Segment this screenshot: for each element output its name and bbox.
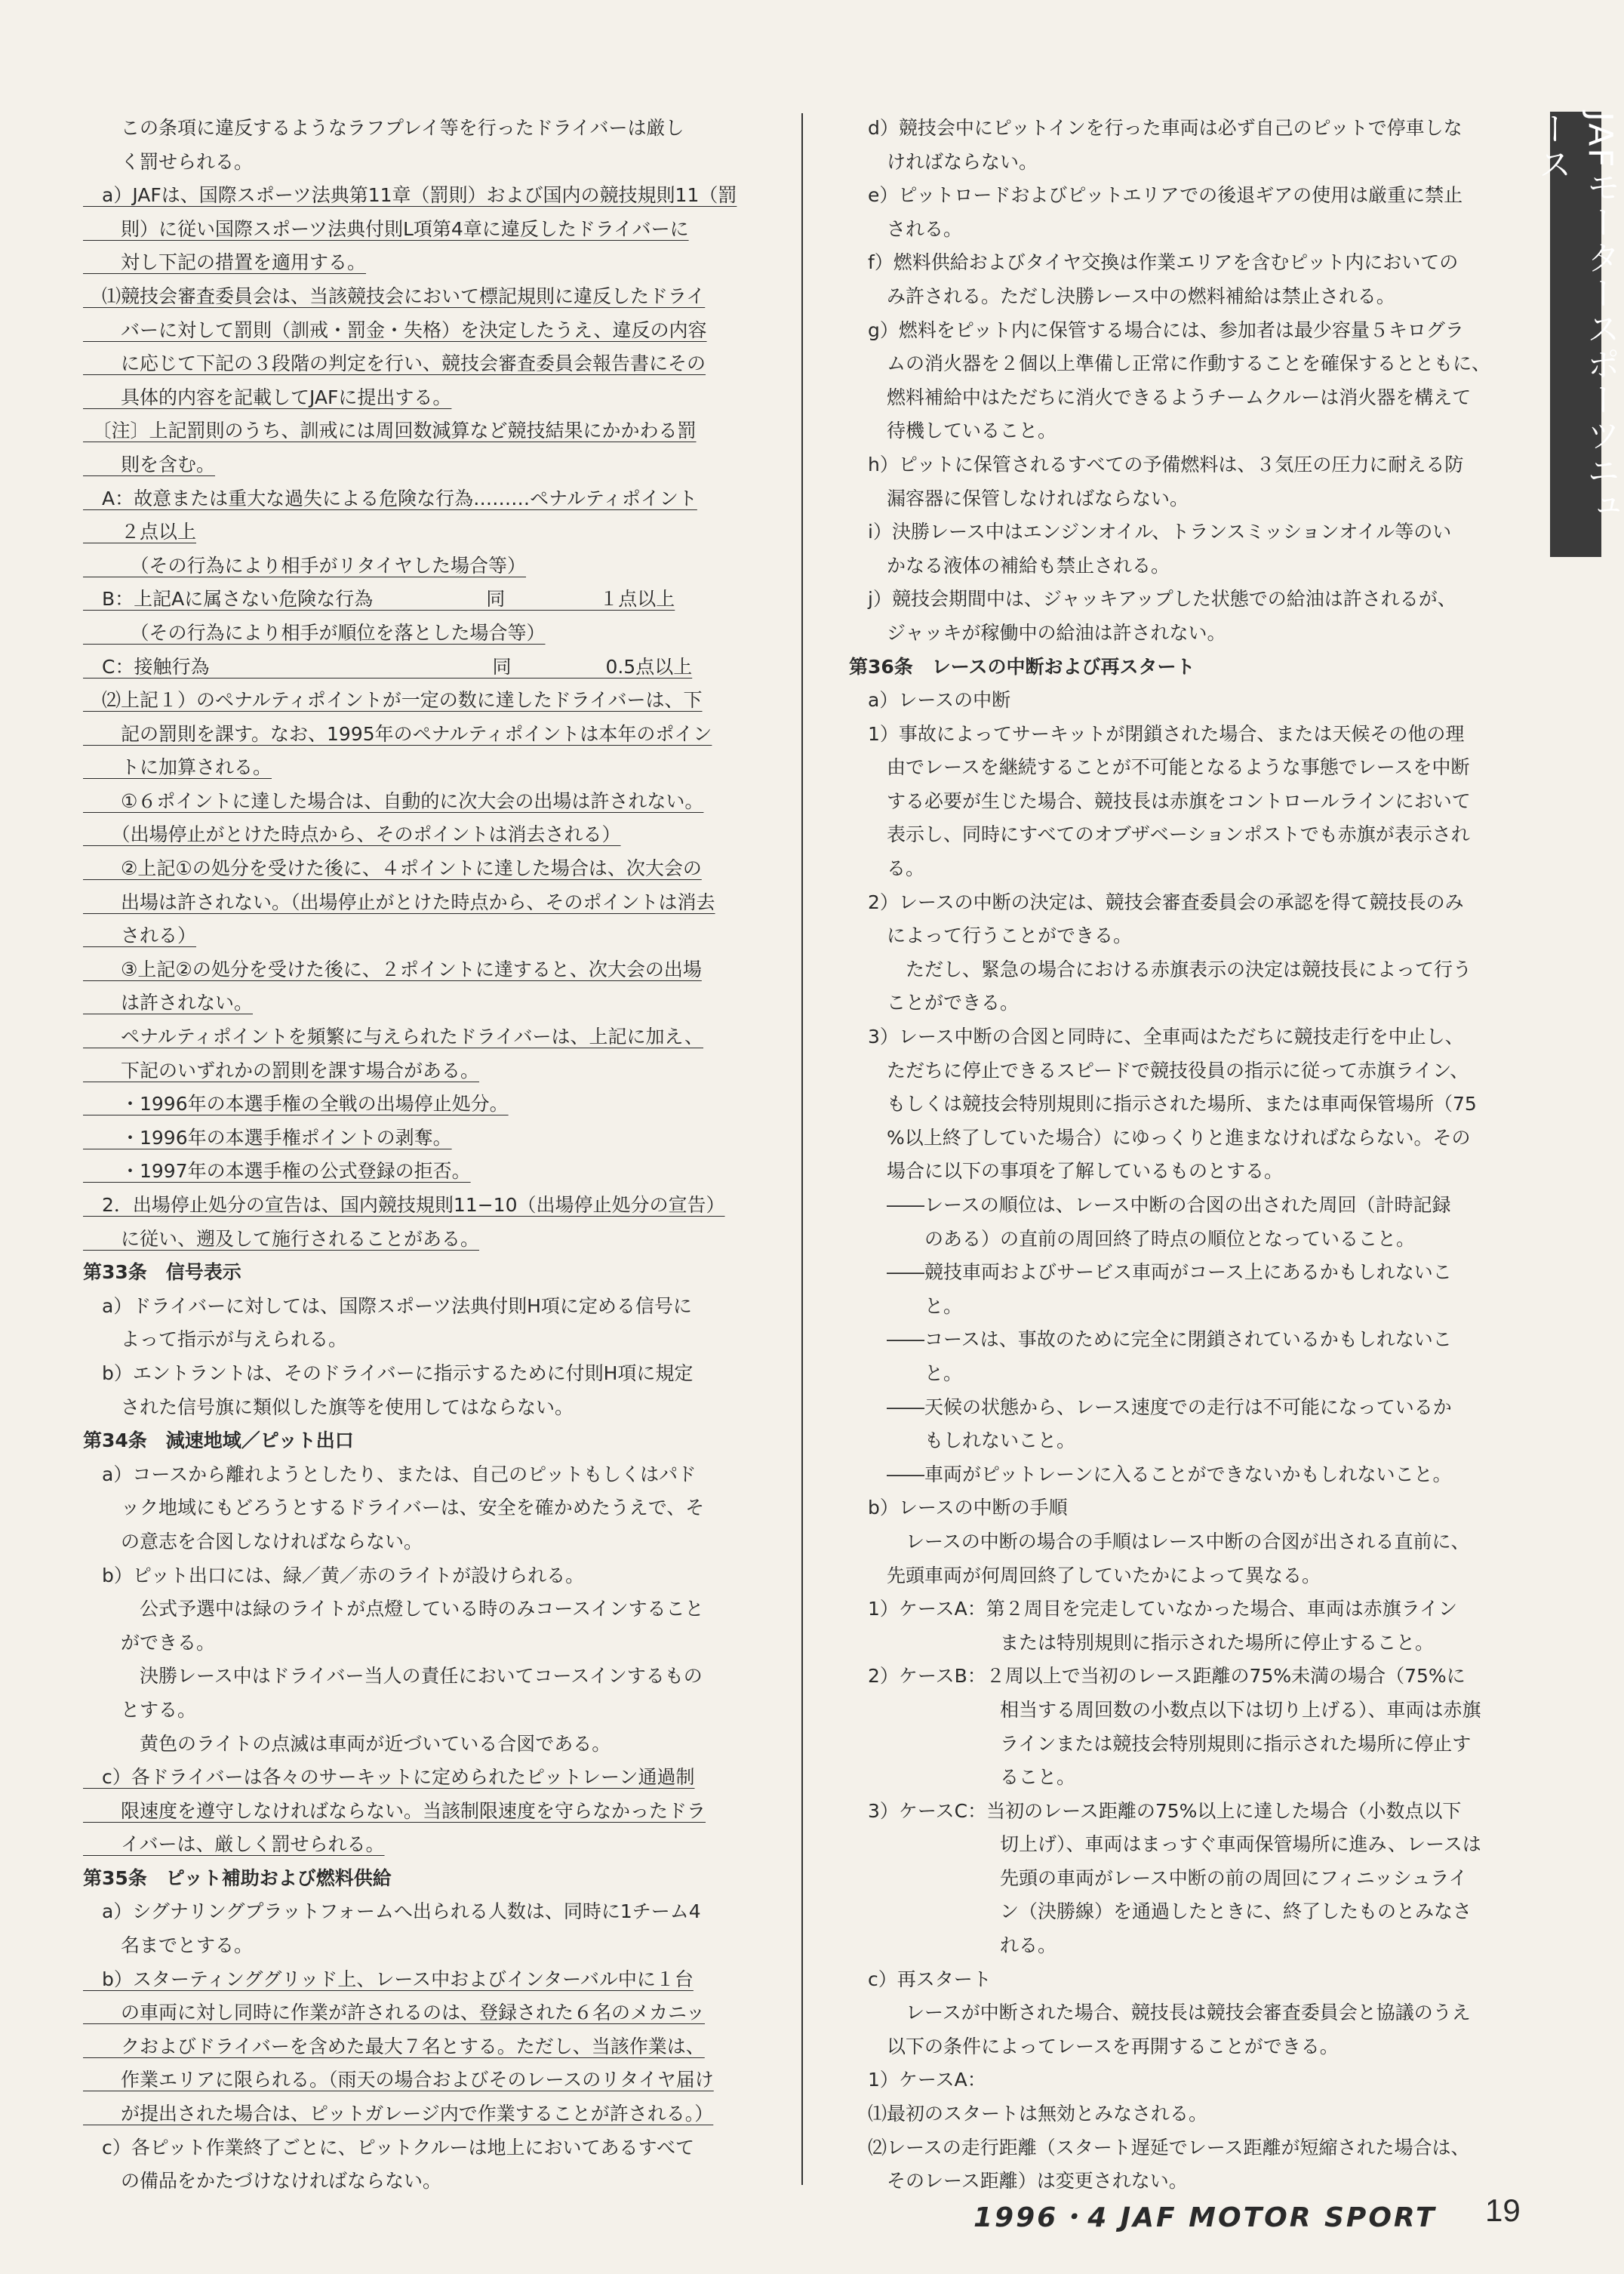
- text-line: a）JAFは、国際スポーツ法典第11章（罰則）および国内の競技規則11（罰: [83, 184, 737, 207]
- text-line: ⑴最初のスタートは無効とみなされる。: [849, 2103, 1208, 2125]
- text-line: この条項に違反するようなラフプレイ等を行ったドライバーは厳し: [83, 117, 684, 139]
- text-line: 〔注〕上記罰則のうち、訓戒には周回数減算など競技結果にかかわる罰: [83, 420, 697, 442]
- text-line: a）シグナリングプラットフォームへ出られる人数は、同時に1チーム4: [83, 1900, 701, 1923]
- text-line: される）: [83, 925, 197, 947]
- text-line: ――天候の状態から、レース速度での走行は不可能になっているか: [849, 1395, 1452, 1418]
- text-line: 3）レース中断の合図と同時に、全車両はただちに競技走行を中止し、: [849, 1026, 1464, 1048]
- text-line: 場合に以下の事項を了解しているものとする。: [849, 1160, 1284, 1183]
- text-line: そのレース距離）は変更されない。: [849, 2170, 1188, 2192]
- text-line: ⑵レースの走行距離（スタート遅延でレース距離が短縮された場合は、: [849, 2136, 1470, 2159]
- text-line: ②上記①の処分を受けた後に、４ポイントに達した場合は、次大会の: [83, 857, 702, 880]
- text-line: と。: [849, 1294, 963, 1317]
- article-heading: 第35条 ピット補助および燃料供給: [83, 1866, 392, 1889]
- text-line: 先頭の車両がレース中断の前の周回にフィニッシュライ: [849, 1866, 1468, 1889]
- text-line: もしれないこと。: [849, 1429, 1076, 1452]
- text-line: ・1996年の本選手権ポイントの剥奪。: [83, 1126, 452, 1149]
- text-line: ジャッキが稼働中の給油は許されない。: [849, 621, 1226, 644]
- text-line: ペナルティポイントを頻繁に与えられたドライバーは、上記に加え、: [83, 1026, 704, 1048]
- text-line: （その行為により相手が順位を落とした場合等）: [83, 621, 546, 644]
- section-tab: [1533, 112, 1619, 557]
- text-line: 先頭車両が何周回終了していたかによって異なる。: [849, 1564, 1321, 1586]
- text-line: ⑴競技会審査委員会は、当該競技会において標記規則に違反したドライ: [83, 285, 706, 307]
- text-line: レースが中断された場合、競技長は競技会審査委員会と協議のうえ: [849, 2002, 1471, 2024]
- text-line: 1）ケースA：: [849, 2069, 986, 2091]
- text-line: g）燃料をピット内に保管する場合には、参加者は最少容量５キログラ: [849, 318, 1464, 341]
- article-heading: 第36条 レースの中断および再スタート: [849, 655, 1195, 678]
- text-line: ラインまたは競技会特別規則に指示された場所に停止す: [849, 1732, 1472, 1755]
- text-line: ができる。: [83, 1631, 216, 1654]
- text-line: ること。: [849, 1766, 1076, 1789]
- text-line: のある）の直前の周回終了時点の順位となっていること。: [849, 1227, 1416, 1250]
- right-column: [849, 112, 1513, 2199]
- text-line: f）燃料供給およびタイヤ交換は作業エリアを含むピット内においての: [849, 251, 1459, 274]
- text-line: ①６ポイントに達した場合は、自動的に次大会の出場は許されない。: [83, 789, 704, 812]
- text-line: ・1996年の本選手権の全戦の出場停止処分。: [83, 1093, 509, 1115]
- text-line: 3）ケースC：当初のレース距離の75%以上に達した場合（小数点以下: [849, 1799, 1462, 1822]
- text-line: a）コースから離れようとしたり、または、自己のピットもしくはパド: [83, 1463, 697, 1485]
- text-line: 1）事故によってサーキットが閉鎖された場合、または天候その他の理: [849, 722, 1465, 745]
- text-line: e）ピットロードおよびピットエリアでの後退ギアの使用は厳重に禁止: [849, 184, 1463, 207]
- article-heading: 第34条 減速地域／ピット出口: [83, 1429, 354, 1452]
- text-line: （出場停止がとけた時点から、そのポイントは消去される）: [83, 823, 621, 846]
- text-line: ック地域にもどろうとするドライバーは、安全を確かめたうえで、そ: [83, 1497, 705, 1519]
- text-line: 限速度を遵守しなければならない。当該制限速度を守らなかったドラ: [83, 1799, 706, 1822]
- text-line: 由でレースを継続することが不可能となるような事態でレースを中断: [849, 756, 1470, 779]
- text-line: c）各ピット作業終了ごとに、ピットクルーは地上においてあるすべて: [83, 2136, 694, 2159]
- text-line: の備品をかたづけなければならない。: [83, 2170, 442, 2192]
- text-line: h）ピットに保管されるすべての予備燃料は、３気圧の圧力に耐える防: [849, 453, 1464, 475]
- left-column: [83, 112, 755, 2199]
- text-line: レースの中断の場合の手順はレース中断の合図が出される直前に、: [849, 1530, 1470, 1552]
- column-divider: [801, 113, 803, 2185]
- page-number: 19: [1485, 2192, 1521, 2228]
- text-line: 2．出場停止処分の宣告は、国内競技規則11−10（出場停止処分の宣告）: [83, 1194, 725, 1216]
- text-line: く罰せられる。: [83, 150, 254, 173]
- text-line: ――レースの順位は、レース中断の合図の出された周回（計時記録: [849, 1194, 1451, 1216]
- text-line: された信号旗に類似した旗等を使用してはならない。: [83, 1395, 574, 1418]
- section-tab-label: JAFモータースポーツニュース: [1533, 112, 1619, 525]
- text-line: に応じて下記の３段階の判定を行い、競技会審査委員会報告書にその: [83, 352, 706, 375]
- text-line: b）ピット出口には、緑／黄／赤のライトが設けられる。: [83, 1564, 585, 1586]
- text-line: 1）ケースA：第２周目を完走していなかった場合、車両は赤旗ライン: [849, 1598, 1458, 1620]
- text-line: 名までとする。: [83, 1934, 254, 1957]
- text-line: 作業エリアに限られる。（雨天の場合およびそのレースのリタイヤ届け: [83, 2069, 714, 2091]
- publication-footer: 1996・4 JAF MOTOR SPORT: [973, 2202, 1437, 2233]
- text-line: 下記のいずれかの罰則を課す場合がある。: [83, 1059, 480, 1082]
- text-line: 相当する周回数の小数点以下は切り上げる）、車両は赤旗: [849, 1698, 1481, 1721]
- text-line: される。: [849, 217, 963, 240]
- text-line: C：接触行為 同 0.5点以上: [83, 655, 693, 678]
- text-line: れる。: [849, 1934, 1057, 1957]
- text-line: イバーは、厳しく罰せられる。: [83, 1833, 385, 1856]
- text-line: かなる液体の補給も禁止される。: [849, 554, 1170, 577]
- text-line: 則）に従い国際スポーツ法典付則L項第4章に違反したドライバーに: [83, 217, 689, 240]
- text-line: a）ドライバーに対しては、国際スポーツ法典付則H項に定める信号に: [83, 1294, 692, 1317]
- text-line: b）レースの中断の手順: [849, 1497, 1068, 1519]
- text-line: ことができる。: [849, 992, 1020, 1014]
- text-line: 燃料補給中はただちに消火できるようチームクルーは消火器を構えて: [849, 386, 1472, 408]
- text-line: a）レースの中断: [849, 689, 1011, 712]
- text-line: 待機していること。: [849, 420, 1057, 442]
- text-line: ムの消火器を２個以上準備し正常に作動することを確保するとともに、: [849, 352, 1491, 375]
- text-line: する必要が生じた場合、競技長は赤旗をコントロールラインにおいて: [849, 789, 1471, 812]
- text-line: 2）レースの中断の決定は、競技会審査委員会の承認を得て競技長のみ: [849, 891, 1464, 913]
- text-line: %以上終了していた場合）にゆっくりと進まなければならない。その: [849, 1126, 1471, 1149]
- text-line: d）競技会中にピットインを行った車両は必ず自己のピットで停車しな: [849, 117, 1463, 139]
- text-line: 切上げ）、車両はまっすぐ車両保管場所に進み、レースは: [849, 1833, 1481, 1856]
- text-line: よって指示が与えられる。: [83, 1328, 348, 1351]
- text-line: ければならない。: [849, 150, 1038, 173]
- text-line: j）競技会期間中は、ジャッキアップした状態での給油は許されるが、: [849, 588, 1456, 611]
- text-line: ただちに停止できるスピードで競技役員の指示に従って赤旗ライン、: [849, 1059, 1469, 1082]
- text-line: 公式予選中は緑のライトが点燈している時のみコースインすること: [83, 1598, 704, 1620]
- text-line: と。: [849, 1362, 963, 1384]
- text-line: は許されない。: [83, 992, 254, 1014]
- text-line: または特別規則に指示された場所に停止すること。: [849, 1631, 1435, 1654]
- text-line: c）各ドライバーは各々のサーキットに定められたピットレーン通過制: [83, 1766, 695, 1789]
- text-line: に従い、遡及して施行されることがある。: [83, 1227, 480, 1250]
- text-line: ン（決勝線）を通過したときに、終了したものとみなさ: [849, 1900, 1472, 1923]
- text-line: 黄色のライトの点滅は車両が近づいている合図である。: [83, 1732, 611, 1755]
- text-line: B：上記Aに属さない危険な行為 同 １点以上: [83, 588, 675, 611]
- text-line: A：故意または重大な過失による危険な行為………ペナルティポイント: [83, 487, 697, 509]
- text-line: ・1997年の本選手権の公式登録の拒否。: [83, 1160, 471, 1183]
- text-line: 決勝レース中はドライバー当人の責任においてコースインするもの: [83, 1665, 703, 1688]
- text-line: とする。: [83, 1698, 197, 1721]
- text-line: ③上記②の処分を受けた後に、２ポイントに達すると、次大会の出場: [83, 958, 702, 980]
- text-line: み許される。ただし決勝レース中の燃料補給は禁止される。: [849, 285, 1395, 307]
- text-line: 則を含む。: [83, 453, 216, 475]
- text-line: ――車両がピットレーンに入ることができないかもしれないこと。: [849, 1463, 1452, 1485]
- text-line: c）再スタート: [849, 1968, 992, 1990]
- text-line: b）エントラントは、そのドライバーに指示するために付則H項に規定: [83, 1362, 694, 1384]
- text-line: i）決勝レース中はエンジンオイル、トランスミッションオイル等のい: [849, 521, 1452, 543]
- text-line: の意志を合図しなければならない。: [83, 1530, 423, 1552]
- text-line: 具体的内容を記載してJAFに提出する。: [83, 386, 452, 408]
- text-line: 漏容器に保管しなければならない。: [849, 487, 1189, 509]
- text-line: もしくは競技会特別規則に指示された場所、または車両保管場所（75: [849, 1093, 1477, 1115]
- text-line: が提出された場合は、ピットガレージ内で作業することが許される。）: [83, 2103, 714, 2125]
- text-line: 対し下記の措置を適用する。: [83, 251, 367, 274]
- text-line: 表示し、同時にすべてのオブザベーションポストでも赤旗が表示され: [849, 823, 1470, 846]
- text-line: b）スターティンググリッド上、レース中およびインターバル中に１台: [83, 1968, 694, 1990]
- text-line: トに加算される。: [83, 756, 272, 779]
- article-heading: 第33条 信号表示: [83, 1261, 241, 1284]
- text-line: 出場は許されない。（出場停止がとけた時点から、そのポイントは消去: [83, 891, 715, 913]
- text-line: の車両に対し同時に作業が許されるのは、登録された６名のメカニッ: [83, 2002, 706, 2024]
- text-line: る。: [849, 857, 925, 880]
- text-line: ――競技車両およびサービス車両がコース上にあるかもしれないこ: [849, 1261, 1452, 1284]
- text-line: ⑵上記１）のペナルティポイントが一定の数に達したドライバーは、下: [83, 689, 703, 712]
- text-line: クおよびドライバーを含めた最大７名とする。ただし、当該作業は、: [83, 2035, 705, 2057]
- text-line: （その行為により相手がリタイヤした場合等）: [83, 554, 527, 577]
- text-line: 2）ケースB：２周以上で当初のレース距離の75%未満の場合（75%に: [849, 1665, 1466, 1688]
- text-line: ２点以上: [83, 521, 197, 543]
- text-line: バーに対して罰則（訓戒・罰金・失格）を決定したうえ、違反の内容: [83, 318, 707, 341]
- text-line: によって行うことができる。: [849, 925, 1133, 947]
- text-line: 記の罰則を課す。なお、1995年のペナルティポイントは本年のポイン: [83, 722, 712, 745]
- text-line: 以下の条件によってレースを再開することができる。: [849, 2035, 1339, 2057]
- text-line: ただし、緊急の場合における赤旗表示の決定は競技長によって行う: [849, 958, 1472, 980]
- text-line: ――コースは、事故のために完全に閉鎖されているかもしれないこ: [849, 1328, 1452, 1351]
